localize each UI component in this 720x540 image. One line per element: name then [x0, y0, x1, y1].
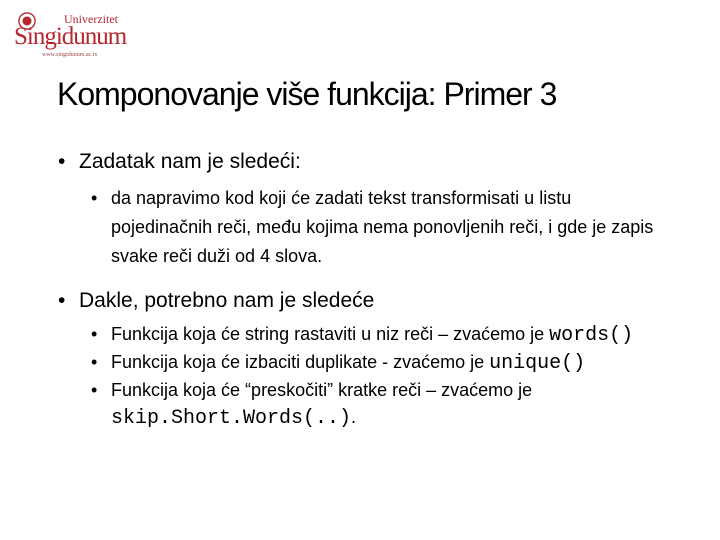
bullet-text: Funkcija koja će izbaciti duplikate - zvaćemo je — [111, 352, 490, 372]
bullet-text: Funkcija koja će string rastaviti u niz reči – zvaćemo je — [111, 324, 550, 344]
logo-url: www.singidunum.ac.rs — [42, 52, 98, 58]
bullet-suffix: . — [351, 407, 357, 427]
bullet-text: da napravimo kod koji će zadati tekst transformisati u listu pojedinačnih reči, među kojima nema ponovljenih reči, i gde je zapis svake reči duži od 4 slova. — [111, 188, 654, 266]
bullet-level1 — [58, 286, 668, 315]
bullet-dot: • — [91, 352, 98, 372]
bullet-dot: • — [91, 380, 98, 400]
logo-name: Singidunum — [14, 23, 127, 50]
bullet-level2 — [58, 184, 668, 271]
bullet-level2 — [58, 321, 668, 349]
bullet-text: Dakle, potrebno nam je sledeće — [79, 289, 375, 312]
code-skip-short-words: skip.Short.Words(..) — [111, 407, 352, 430]
bullet-text: Funkcija koja će “preskočiti” kratke reči – zvaćemo je — [111, 380, 533, 400]
bullet-level1 — [58, 147, 668, 176]
bullet-dot: • — [91, 188, 98, 208]
code-words: words() — [549, 324, 634, 347]
university-logo — [12, 10, 127, 58]
bullet-dot: • — [58, 150, 66, 173]
bullet-level2 — [58, 377, 668, 432]
bullet-text: Zadatak nam je sledeći: — [79, 150, 301, 173]
bullet-level2 — [58, 349, 668, 377]
code-unique: unique() — [489, 352, 586, 375]
bullet-dot: • — [91, 324, 98, 344]
slide-content — [58, 147, 668, 432]
logo-univerzitet: Univerzitet — [64, 12, 118, 26]
bullet-dot: • — [58, 289, 66, 312]
slide-title: Komponovanje više funkcija: Primer 3 — [57, 76, 557, 112]
